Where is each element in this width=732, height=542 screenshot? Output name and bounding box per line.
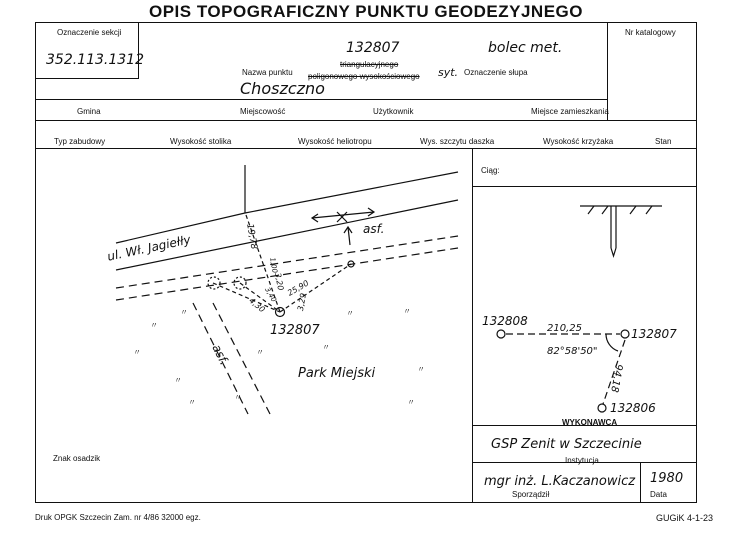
author-value: mgr inż. L.Kaczanowicz xyxy=(484,474,636,489)
dimension-a: 1,00 xyxy=(268,257,279,274)
traverse-distance-horizontal: 210,25 xyxy=(547,323,582,334)
section-value: 352.113.1312 xyxy=(46,52,144,68)
locality-label: Miejscowość xyxy=(240,107,286,116)
road-asf-2: asf. xyxy=(209,342,232,368)
grass-mark: 〃 xyxy=(174,376,182,385)
grass-mark: 〃 xyxy=(346,309,354,318)
column-roof-height: Wys. szczytu daszka xyxy=(420,137,495,146)
point-132806 xyxy=(598,404,606,412)
form-code: GUGiK 4-1-23 xyxy=(656,513,714,523)
point-132808 xyxy=(497,330,505,338)
grass-mark: 〃 xyxy=(234,393,242,402)
dimension-main: 19,78 xyxy=(244,223,259,251)
catalog-label: Nr katalogowy xyxy=(625,28,676,37)
park-name: Park Miejski xyxy=(298,366,376,381)
traverse-bottom-point: 132806 xyxy=(610,401,656,415)
street-name: ul. Wł. Jagiełły xyxy=(106,232,192,264)
executor-label: WYKONAWCA xyxy=(562,418,618,427)
traverse-distance-vertical: 94,18 xyxy=(608,363,624,394)
traverse-angle: 82°58'50" xyxy=(547,346,598,357)
point-type-bottom: poligonowego wysokościowego xyxy=(308,72,420,81)
column-table-height: Wysokość stolika xyxy=(170,137,232,146)
ground-hatch xyxy=(602,206,608,214)
grass-mark: 〃 xyxy=(403,307,411,316)
institution-label: Instytucja xyxy=(565,456,599,465)
point-type-mark: syt. xyxy=(438,66,459,79)
locality-value: Choszczno xyxy=(240,79,325,98)
ground-hatch xyxy=(646,206,652,214)
column-building-type: Typ zabudowy xyxy=(54,137,106,146)
sign-label: Znak osadzik xyxy=(53,454,101,463)
traverse-left-point: 132808 xyxy=(482,314,528,328)
date-label: Data xyxy=(650,490,667,499)
grass-mark: 〃 xyxy=(150,321,158,330)
grass-mark: 〃 xyxy=(180,308,188,317)
grass-mark: 〃 xyxy=(407,398,415,407)
marker-type: bolec met. xyxy=(488,40,563,56)
grass-mark: 〃 xyxy=(133,348,141,357)
column-cross-height: Wysokość krzyżaka xyxy=(543,137,614,146)
point-number: 132807 xyxy=(346,40,400,56)
section-label: Oznaczenie sekcji xyxy=(57,28,122,37)
document-title: OPIS TOPOGRAFICZNY PUNKTU GEODEZYJNEGO xyxy=(149,2,583,21)
point-132807 xyxy=(621,330,629,338)
sketch-point-label: 132807 xyxy=(270,323,320,338)
grass-mark: 〃 xyxy=(417,365,425,374)
column-heliotrope-height: Wysokość heliotropu xyxy=(298,137,372,146)
institution-value: GSP Zenit w Szczecinie xyxy=(491,437,642,452)
column-state: Stan xyxy=(655,137,672,146)
ground-hatch xyxy=(588,206,594,214)
traverse-right-point: 132807 xyxy=(631,327,677,341)
grass-mark: 〃 xyxy=(256,348,264,357)
bolt-tip xyxy=(611,248,616,256)
user-label: Użytkownik xyxy=(373,107,414,116)
ciag-label: Ciąg: xyxy=(481,166,500,175)
point-type-top: triangulacyjnego xyxy=(340,60,399,69)
residence-label: Miejsce zamieszkania xyxy=(531,107,609,116)
year-value: 1980 xyxy=(650,471,684,486)
ground-hatch xyxy=(630,206,636,214)
dimension-c: 25,90 xyxy=(286,278,311,298)
angle-arc xyxy=(606,334,618,351)
print-info: Druk OPGK Szczecin Zam. nr 4/86 32000 egz. xyxy=(35,513,201,522)
commune-label: Gmina xyxy=(77,107,101,116)
dimension-f: 3,40 xyxy=(263,286,278,304)
dimension-b: 3,20 xyxy=(273,272,286,292)
point-name-label: Nazwa punktu xyxy=(242,68,293,77)
pillar-label: Oznaczenie słupa xyxy=(464,68,528,77)
author-label: Sporządził xyxy=(512,490,550,499)
road-asf-1: asf. xyxy=(363,222,385,236)
dimension-d: 3,29 xyxy=(296,292,308,312)
grass-mark: 〃 xyxy=(322,343,330,352)
dimension-e: 4,30 xyxy=(247,296,267,315)
grass-mark: 〃 xyxy=(188,398,196,407)
